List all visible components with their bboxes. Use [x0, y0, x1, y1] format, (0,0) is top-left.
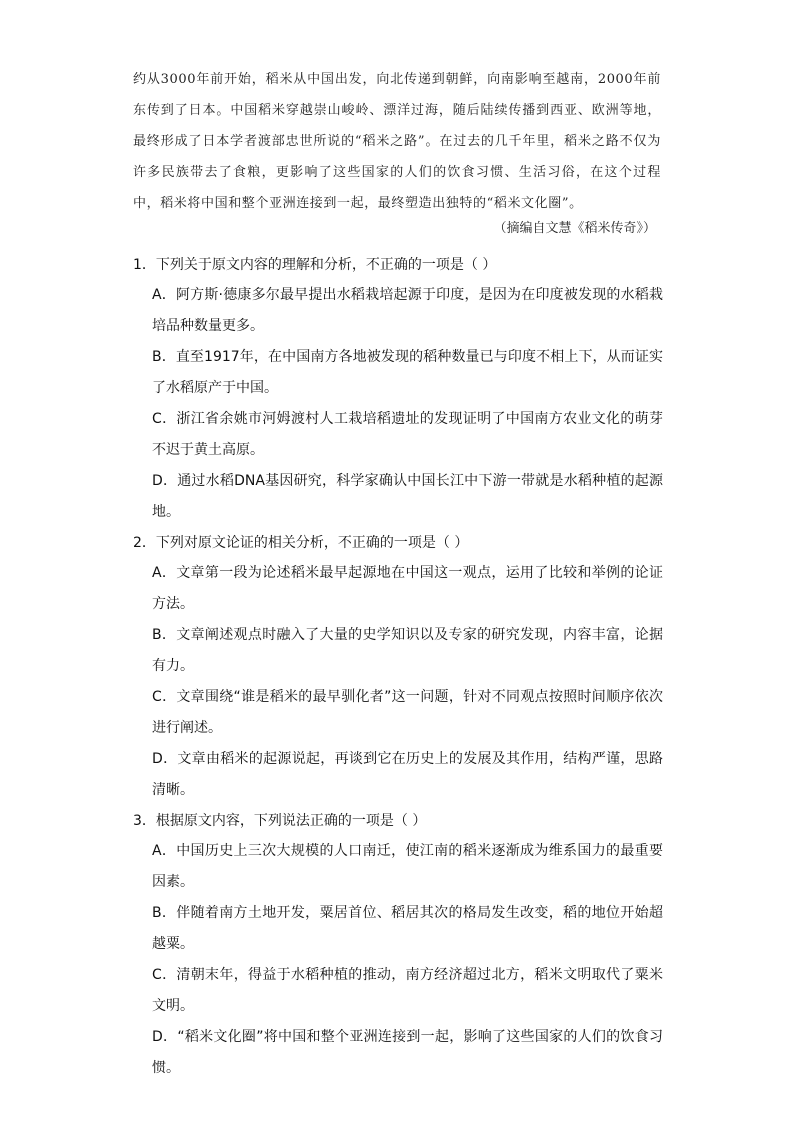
question-number: 2． [133, 535, 156, 551]
option-b: B．直至1917年，在中国南方各地被发现的稻种数量已与印度不相上下，从而证实了水稻原产于中国。 [152, 349, 663, 396]
question-stem [133, 806, 663, 836]
question-stem [133, 528, 663, 558]
question-text: 根据原文内容，下列说法正确的一项是（ ） [155, 813, 427, 829]
option-a: A．中国历史上三次大规模的人口南迁，使江南的稻米逐渐成为维系国力的最重要因素。 [152, 843, 663, 890]
question-number: 3． [133, 813, 156, 829]
passage-source: （摘编自文慧《稻米传奇》） [493, 221, 656, 236]
question-text: 下列对原文论证的相关分析，不正确的一项是（ ） [155, 535, 469, 551]
question-stem [133, 250, 663, 280]
option-d: D．“稻米文化圈”将中国和整个亚洲连接到一起，影响了这些国家的人们的饮食习惯。 [152, 1029, 663, 1076]
question-2 [133, 528, 663, 806]
question-3 [133, 806, 663, 1084]
question-number: 1． [133, 257, 156, 273]
question-list [133, 250, 663, 1084]
option-c: C．浙江省余姚市河姆渡村人工栽培稻遗址的发现证明了中国南方农业文化的萌芽不迟于黄土高原。 [152, 411, 663, 458]
option-b: B．文章阐述观点时融入了大量的史学知识以及专家的研究发现，内容丰富，论据有力。 [152, 627, 663, 674]
option-d: D．文章由稻米的起源说起，再谈到它在历史上的发展及其作用，结构严谨，思路清晰。 [152, 751, 663, 798]
option-c: C．清朝末年，得益于水稻种植的推动，南方经济超过北方，稻米文明取代了粟米文明。 [152, 967, 663, 1014]
question-text: 下列关于原文内容的理解和分析，不正确的一项是（ ） [155, 257, 497, 273]
option-a: A．文章第一段为论述稻米最早起源地在中国这一观点，运用了比较和举例的论证方法。 [152, 565, 663, 612]
option-b: B．伴随着南方土地开发，粟居首位、稻居其次的格局发生改变，稻的地位开始超越粟。 [152, 905, 663, 952]
option-a: A．阿方斯·德康多尔最早提出水稻栽培起源于印度，是因为在印度被发现的水稻栽培品种数量更多。 [152, 287, 663, 334]
reading-passage: 约从3000年前开始，稻米从中国出发，向北传递到朝鲜，向南影响至越南，2000年前东传到了日本。中国稻米穿越崇山峻岭、漂洋过海，随后陆续传播到西亚、欧洲等地，最终形成了日本学者渡部忠世所说的“稻米之路”。在过去的几千年里，稻米之路不仅为许多民族带去了食粮，更影响了这些国家的人们的饮食习惯、生活习俗，在这个过程中，稻米将中国和整个亚洲连接到一起，最终塑造出独特的“稻米文化圈”。 [133, 72, 661, 211]
option-d: D．通过水稻DNA基因研究，科学家确认中国长江中下游一带就是水稻种植的起源地。 [152, 473, 663, 520]
option-c: C．文章围绕“谁是稻米的最早驯化者”这一问题，针对不同观点按照时间顺序依次进行阐述。 [152, 689, 663, 736]
question-1 [133, 250, 663, 528]
